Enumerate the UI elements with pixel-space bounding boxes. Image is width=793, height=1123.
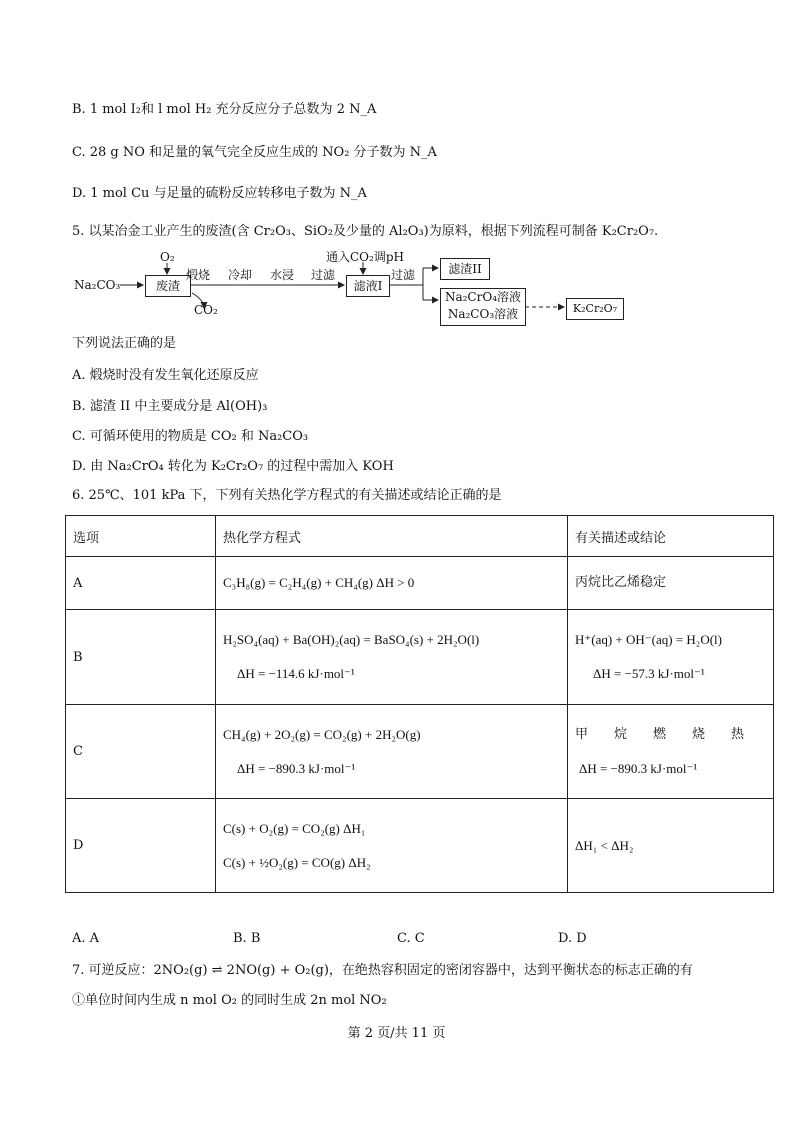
table-header-option: 选项: [66, 516, 216, 557]
row-c-c1: 甲 烷 燃 烧 热: [575, 726, 745, 742]
table-row: [66, 705, 774, 799]
q4-option-c: C. 28 g NO 和足量的氧气完全反应生成的 NO₂ 分子数为 N_A: [72, 145, 437, 160]
row-c-conclusion: [568, 705, 774, 799]
row-d-option: D: [66, 799, 216, 893]
flow-box-waste-slag: 废渣: [145, 275, 191, 297]
row-b-c2: ΔH = −57.3 kJ·mol⁻¹: [593, 666, 705, 681]
q6-choice-c: C. C: [397, 931, 425, 946]
q7-stem: 7. 可逆反应：2NO₂(g) ⇌ 2NO(g) + O₂(g)，在绝热容积固定的密闭容器中，达到平衡状态的标志正确的有: [72, 963, 693, 978]
table-header-row: [66, 516, 774, 557]
flow-start-label: Na₂CO₃: [74, 278, 121, 292]
row-b-c1: H⁺(aq) + OH⁻(aq) = H₂O(l): [575, 632, 722, 647]
q5-prompt: 下列说法正确的是: [72, 336, 177, 351]
q6-table: [65, 515, 774, 893]
q5-option-d: D. 由 Na₂CrO₄ 转化为 K₂Cr₂O₇ 的过程中需加入 KOH: [72, 459, 394, 474]
flow-step-co2-ph: 通入CO₂调pH: [326, 250, 404, 264]
q6-choice-b: B. B: [233, 931, 261, 946]
flow-box-solutions: [440, 288, 526, 326]
flow-box-filtrate-1: 滤液I: [346, 275, 390, 297]
table-header-conclusion: 有关描述或结论: [568, 516, 774, 557]
q7-item-1: ①单位时间内生成 n mol O₂ 的同时生成 2n mol NO₂: [72, 993, 387, 1008]
flow-box-solution-2: Na₂CO₃溶液: [447, 307, 519, 321]
table-header-equation: 热化学方程式: [216, 516, 568, 557]
flow-step-calcine: 煅烧: [186, 268, 211, 282]
row-a-c1: 丙烷比乙烯稳定: [575, 575, 667, 590]
row-b-eq1: H₂SO₄(aq) + Ba(OH)₂(aq) = BaSO₄(s) + 2H₂O(l): [223, 632, 480, 647]
q6-choice-a: A. A: [72, 931, 100, 946]
row-d-eq1: C(s) + O₂(g) = CO₂(g) ΔH₁: [223, 820, 366, 836]
q5-option-a: A. 煅烧时没有发生氧化还原反应: [72, 368, 259, 383]
row-c-option: C: [66, 705, 216, 799]
table-row: [66, 610, 774, 705]
row-a-option: A: [66, 557, 216, 610]
flow-o2-label: O₂: [160, 250, 175, 264]
q6-stem: 6. 25℃、101 kPa 下，下列有关热化学方程式的有关描述或结论正确的是: [72, 488, 502, 503]
flow-box-solution-1: Na₂CrO₄溶液: [444, 290, 522, 304]
row-d-c1: ΔH₁ < ΔH₂: [575, 837, 634, 853]
table-row: [66, 557, 774, 610]
row-b-conclusion: [568, 610, 774, 705]
q5-option-c: C. 可循环使用的物质是 CO₂ 和 Na₂CO₃: [72, 429, 309, 444]
row-b-equation: [216, 610, 568, 705]
flow-step-leach: 水浸: [270, 268, 295, 282]
flow-box-residue-2: 滤渣II: [440, 258, 490, 280]
row-a-eq1: C₃H₈(g) = C₂H₄(g) + CH₄(g) ΔH > 0: [223, 575, 415, 590]
row-b-eq2: ΔH = −114.6 kJ·mol⁻¹: [237, 666, 355, 681]
row-d-equation: [216, 799, 568, 893]
q5-stem: 5. 以某冶金工业产生的废渣(含 Cr₂O₃、SiO₂及少量的 Al₂O₃)为原料，根据下列流程可制备 K₂Cr₂O₇.: [72, 224, 659, 239]
row-d-eq2: C(s) + ½O₂(g) = CO(g) ΔH₂: [223, 854, 371, 870]
page-footer: 第 2 页/共 11 页: [347, 1026, 446, 1041]
row-c-equation: [216, 705, 568, 799]
flow-step-filter: 过滤: [311, 268, 336, 282]
row-a-conclusion: [568, 557, 774, 610]
row-c-eq1: CH₄(g) + 2O₂(g) = CO₂(g) + 2H₂O(g): [223, 726, 421, 742]
flow-box-product: K₂Cr₂O₇: [566, 298, 624, 320]
row-c-c2: ΔH = −890.3 kJ·mol⁻¹: [579, 760, 698, 776]
row-a-equation: [216, 557, 568, 610]
q4-option-b: B. 1 mol I₂和 l mol H₂ 充分反应分子总数为 2 N_A: [72, 102, 377, 117]
row-d-conclusion: [568, 799, 774, 893]
flow-step-filter-2: 过滤: [391, 268, 416, 282]
q5-option-b: B. 滤渣 II 中主要成分是 Al(OH)₃: [72, 399, 268, 414]
q6-choice-d: D. D: [558, 931, 587, 946]
flow-step-cool: 冷却: [228, 268, 253, 282]
flow-co2-label: CO₂: [194, 303, 218, 317]
q4-option-d: D. 1 mol Cu 与足量的硫粉反应转移电子数为 N_A: [72, 186, 367, 201]
row-b-option: B: [66, 610, 216, 705]
row-c-eq2: ΔH = −890.3 kJ·mol⁻¹: [237, 760, 356, 776]
table-row: [66, 799, 774, 893]
